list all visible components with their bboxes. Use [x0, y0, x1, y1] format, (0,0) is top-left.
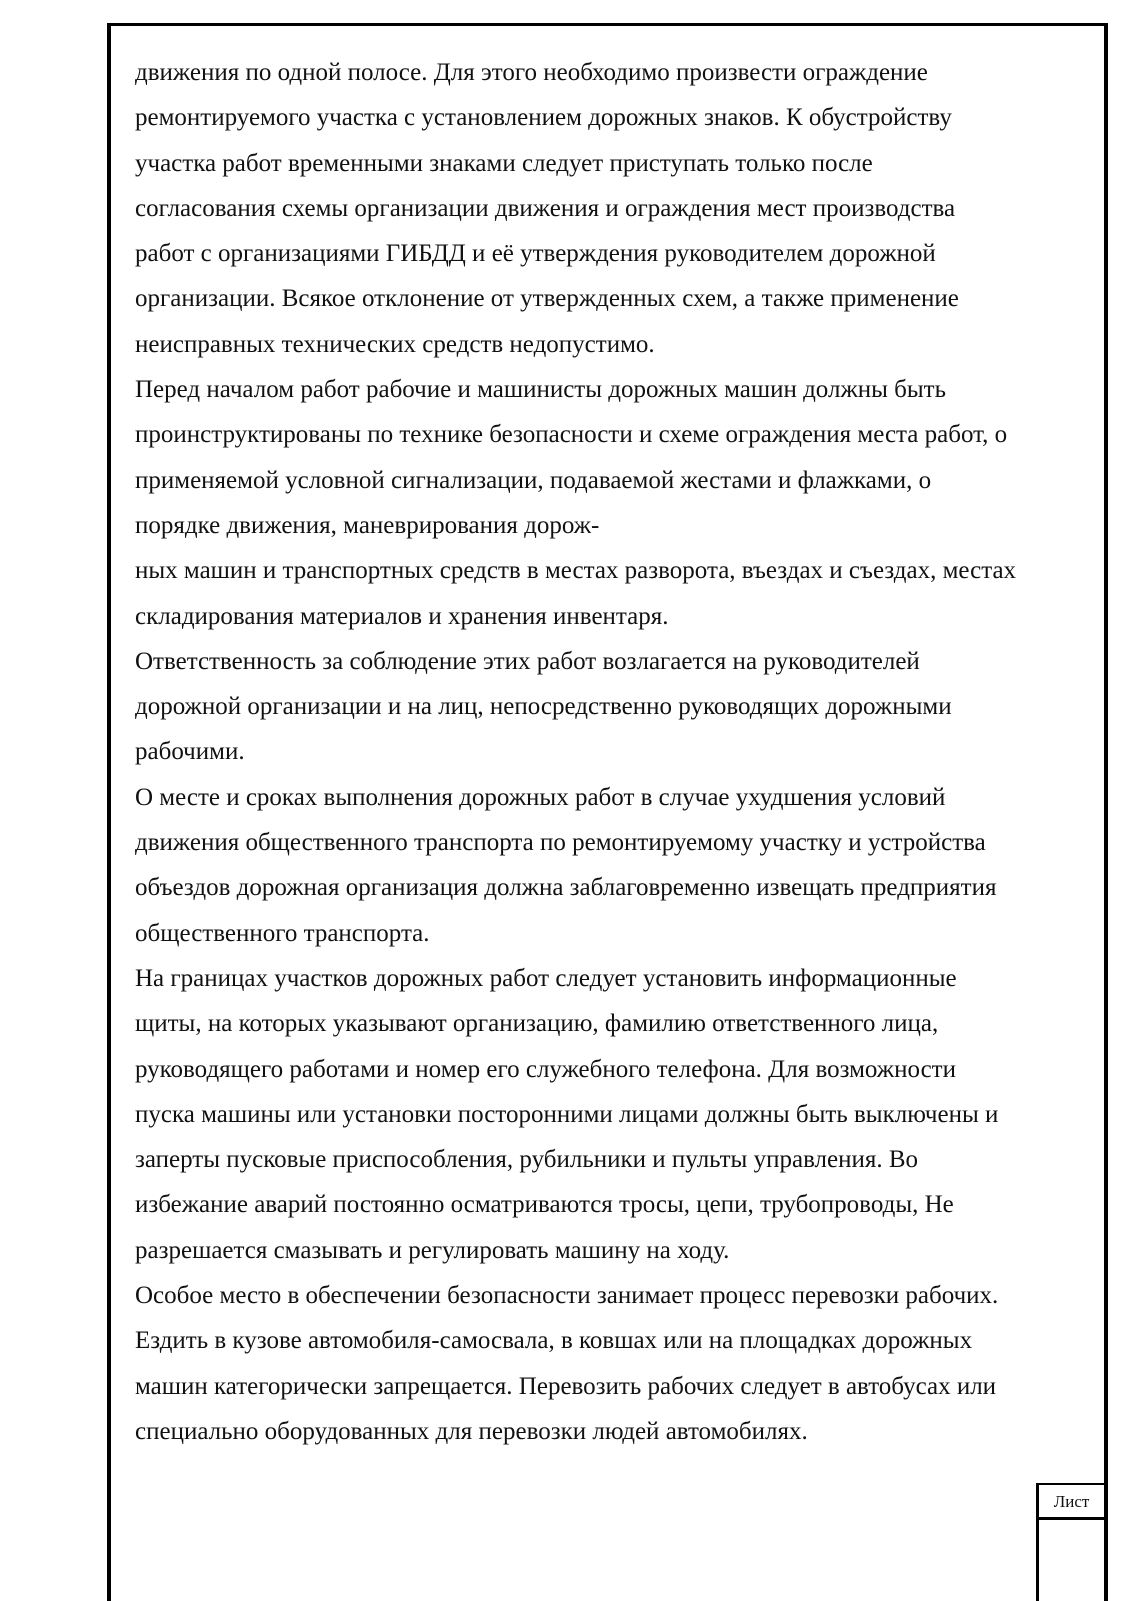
frame-left-border	[107, 23, 111, 1601]
text-line: организации. Всякое отклонение от утвержденных схем, а также применение	[135, 285, 959, 313]
text-line: Ответственность за соблюдение этих работ возлагается на руководителей	[135, 647, 920, 675]
text-line: неисправных технических средств недопустимо.	[135, 330, 655, 358]
text-line: специально оборудованных для перевозки людей автомобилях.	[135, 1417, 808, 1445]
stamp-divider	[1036, 1517, 1104, 1520]
sheet-number-stamp	[1036, 1483, 1104, 1601]
text-line: объездов дорожная организация должна заблаговременно извещать предприятия	[135, 874, 997, 902]
text-line: щиты, на которых указывают организацию, фамилию ответственного лица,	[135, 1010, 939, 1038]
text-line: движения общественного транспорта по ремонтируемому участку и устройства	[135, 829, 986, 857]
text-line: ных машин и транспортных средств в местах разворота, въездах и съездах, местах	[135, 557, 1017, 585]
text-line: разрешается смазывать и регулировать машину на ходу.	[135, 1236, 730, 1264]
text-line: применяемой условной сигнализации, подаваемой жестами и флажками, о	[135, 466, 932, 494]
document-body	[135, 50, 1085, 1454]
text-line: рабочими.	[135, 738, 245, 766]
sheet-label: Лист	[1053, 1492, 1090, 1511]
text-line: машин категорически запрещается. Перевозить рабочих следует в автобусах или	[135, 1372, 997, 1400]
frame-top-border	[107, 23, 1104, 26]
text-line: руководящего работами и номер его служебного телефона. Для возможности	[135, 1055, 956, 1083]
text-line: участка работ временными знаками следует приступать только после	[135, 149, 873, 177]
text-line: движения по одной полосе. Для этого необходимо произвести ограждение	[135, 59, 928, 86]
text-line: согласования схемы организации движения и ограждения мест производства	[135, 194, 956, 222]
text-line: проинструктированы по технике безопасности и схеме ограждения места работ, о	[135, 421, 1008, 449]
text-line: На границах участков дорожных работ следует установить информационные	[135, 964, 957, 992]
text-line: избежание аварий постоянно осматриваются тросы, цепи, трубопроводы, Не	[135, 1191, 954, 1219]
text-line: заперты пусковые приспособления, рубильники и пульты управления. Во	[135, 1146, 919, 1174]
frame-right-border	[1104, 23, 1108, 1601]
text-line: дорожной организации и на лиц, непосредственно руководящих дорожными	[135, 693, 952, 721]
text-line: порядке движения, маневрирования дорож-	[135, 511, 600, 539]
stamp-top-border	[1036, 1483, 1104, 1485]
text-line: ремонтируемого участка с установлением дорожных знаков. К обустройству	[135, 104, 952, 132]
text-line: пуска машины или установки посторонними лицами должны быть выключены и	[135, 1100, 999, 1128]
text-line: складирования материалов и хранения инвентаря.	[135, 602, 669, 630]
text-line: О месте и сроках выполнения дорожных работ в случае ухудшения условий	[135, 783, 946, 811]
text-line: Особое место в обеспечении безопасности занимает процесс перевозки рабочих.	[135, 1282, 999, 1310]
text-line: Ездить в кузове автомобиля-самосвала, в ковшах или на площадках дорожных	[135, 1327, 973, 1355]
text-line: общественного транспорта.	[135, 919, 430, 947]
text-line: работ с организациями ГИБДД и её утверждения руководителем дорожной	[135, 240, 936, 268]
text-line: Перед началом работ рабочие и машинисты дорожных машин должны быть	[135, 376, 946, 404]
